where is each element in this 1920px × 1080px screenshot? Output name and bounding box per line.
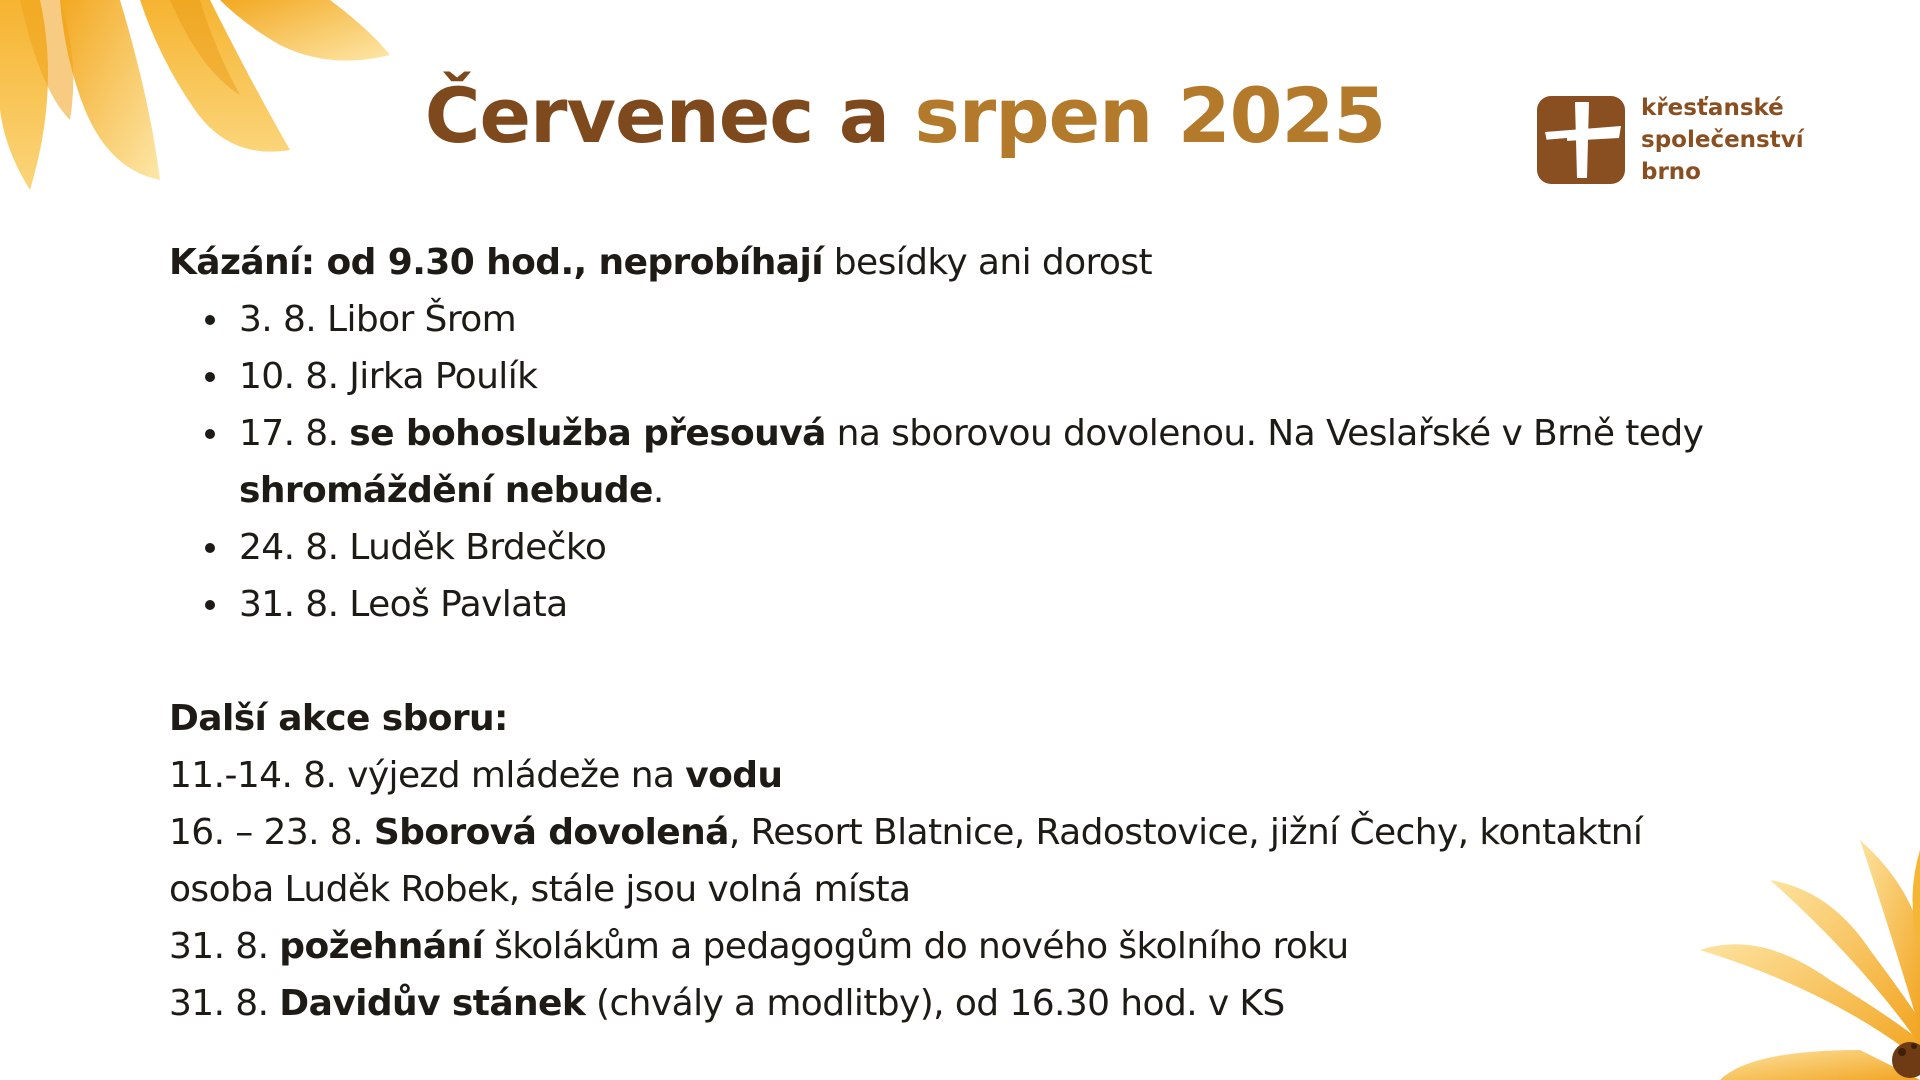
event-line — [169, 804, 1729, 918]
logo-text — [1641, 92, 1804, 188]
event-line-bold: Sborová dovolená — [373, 812, 729, 853]
event-line — [169, 975, 1729, 1032]
spacer — [169, 633, 1729, 690]
sermon-item-bold: se bohoslužba přesouvá — [349, 413, 826, 454]
logo-line-1: křesťanské — [1641, 95, 1784, 121]
sermon-item: 31. 8. Leoš Pavlata — [239, 576, 1729, 633]
sermon-item-middle: na sborovou dovolenou. Na Veslařské v Brně tedy — [825, 413, 1704, 454]
sermon-item: 10. 8. Jirka Poulík — [239, 348, 1729, 405]
title-part-light: srpen 2025 — [914, 71, 1386, 160]
event-line-prefix: 31. 8. — [169, 983, 280, 1024]
sermon-item: 24. 8. Luděk Brdečko — [239, 519, 1729, 576]
event-line-suffix: , Resort Blatnice, Radostovice, jižní Čechy, kontaktní osoba Luděk Robek, stále jsou volná místa — [169, 812, 1643, 910]
event-line-bold: Davidův stánek — [279, 983, 586, 1024]
announcement-content — [169, 234, 1729, 1032]
events-heading — [169, 690, 1729, 747]
cross-logo-icon — [1537, 96, 1625, 184]
event-line — [169, 747, 1729, 804]
sermon-item — [239, 405, 1729, 519]
sunflower-decoration-bottom-right — [1680, 810, 1920, 1080]
sermon-item-prefix: 17. 8. — [239, 413, 350, 454]
sermons-heading — [169, 234, 1729, 291]
event-line-prefix: 11.-14. 8. výjezd mládeže na — [169, 755, 686, 796]
sermons-heading-rest: besídky ani dorost — [822, 242, 1153, 283]
event-line-bold: požehnání — [279, 926, 484, 967]
events-heading-text: Další akce sboru: — [169, 698, 508, 739]
event-line-suffix: (chvály a modlitby), od 16.30 hod. v KS — [585, 983, 1285, 1024]
sermon-item-bold: shromáždění nebude — [239, 470, 653, 511]
sermon-item: 3. 8. Libor Šrom — [239, 291, 1729, 348]
event-line-prefix: 31. 8. — [169, 926, 280, 967]
logo-line-3: brno — [1641, 159, 1701, 185]
event-line — [169, 918, 1729, 975]
sermons-heading-bold: Kázání: od 9.30 hod., neprobíhají — [169, 242, 823, 283]
title-part-dark: Červenec a — [424, 71, 915, 160]
logo-line-2: společenství — [1641, 127, 1804, 153]
sermon-item-suffix: . — [652, 470, 664, 511]
event-line-prefix: 16. – 23. 8. — [169, 812, 374, 853]
sermon-list — [169, 291, 1729, 633]
event-line-bold: vodu — [685, 755, 783, 796]
event-line-suffix: školákům a pedagogům do nového školního roku — [483, 926, 1349, 967]
organization-logo — [1537, 92, 1804, 188]
